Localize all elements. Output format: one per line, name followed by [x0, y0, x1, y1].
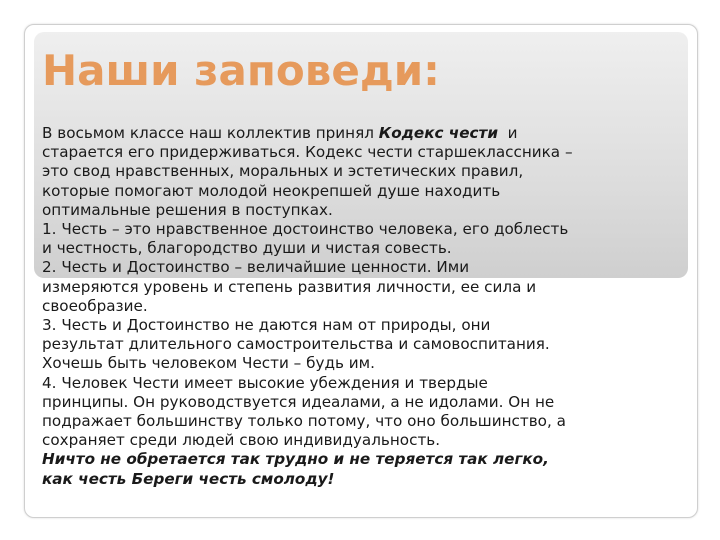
rule-3-line: Хочешь быть человеком Чести – будь им. [42, 354, 375, 373]
rule-4-line: 4. Человек Чести имеет высокие убеждения и твердые [42, 373, 488, 392]
body-text [42, 124, 682, 489]
text-line: старается его придерживаться. Кодекс чести старшеклассника – [42, 143, 573, 162]
rule-4-line: принципы. Он руководствуется идеалами, а не идолами. Он не [42, 392, 555, 411]
rule-1-line: и честность, благородство души и чистая совесть. [42, 239, 452, 258]
rule-2-line: 2. Честь и Достоинство – величайшие ценности. Ими [42, 258, 470, 277]
text-line: оптимальные решения в поступках. [42, 200, 333, 219]
rule-2-line: своеобразие. [42, 296, 148, 315]
code-of-honor-emphasis: Кодекс чести [378, 124, 498, 142]
closing-motto-line: как честь Береги честь смолоду! [42, 469, 335, 488]
rule-4-line: подражает большинству только потому, что оно большинство, а [42, 412, 566, 431]
page-title: Наши заповеди: [42, 46, 440, 95]
text-line: В восьмом классе наш коллектив принял Кодекс чести и [42, 124, 518, 142]
text-line: это свод нравственных, моральных и эстетических правил, [42, 162, 524, 181]
rule-3-line: 3. Честь и Достоинство не даются нам от природы, они [42, 316, 491, 335]
closing-motto-line: Ничто не обретается так трудно и не теряется так легко, [42, 450, 549, 469]
rule-4-line: сохраняет среди людей свою индивидуальность. [42, 431, 441, 450]
rule-1-line: 1. Честь – это нравственное достоинство человека, его доблесть [42, 220, 569, 239]
rule-3-line: результат длительного самостроительства и самовоспитания. [42, 335, 550, 354]
rule-2-line: измеряются уровень и степень развития личности, ее сила и [42, 277, 537, 296]
text-line: которые помогают молодой неокрепшей душе находить [42, 181, 501, 200]
